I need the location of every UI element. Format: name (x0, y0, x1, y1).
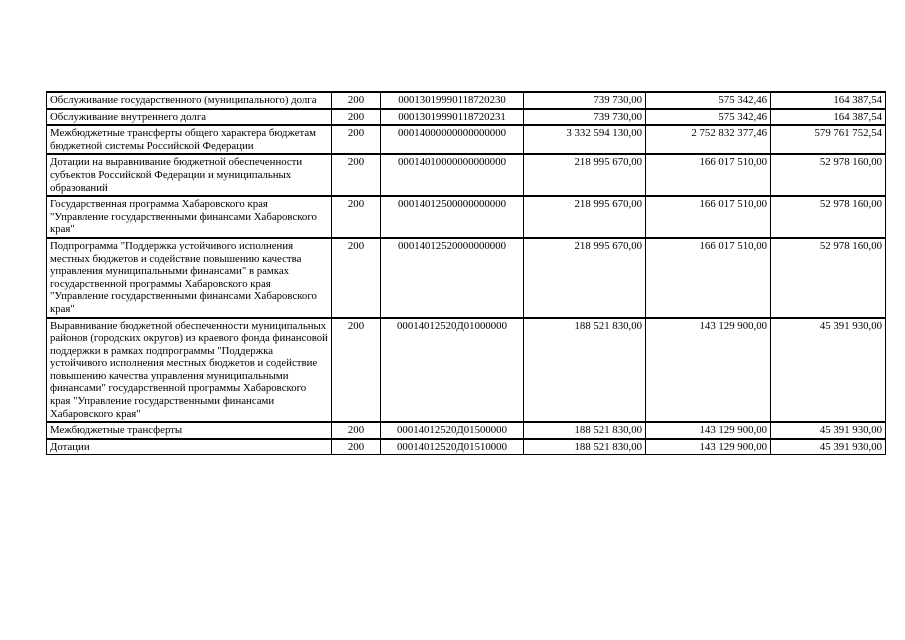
row-classification-code-cell: 00013019990118720231 (381, 109, 524, 126)
row-name-cell: Дотации на выравнивание бюджетной обеспеченности субъектов Российской Федерации и муниципальных образований (47, 154, 332, 196)
row-name-cell: Выравнивание бюджетной обеспеченности муниципальных районов (городских округов) из краевого фонда финансовой поддержки в рамках подпрограммы "Поддержка устойчивого исполнения местных бюджетов и содействие повышению качества управления муниципальными финансами" государственной программы Хабаровского края "Управление государственными финансами Хабаровского края" (47, 318, 332, 423)
row-executed-amount-cell: 575 342,46 (646, 109, 771, 126)
row-name-cell: Межбюджетные трансферты (47, 422, 332, 439)
row-classification-code-cell: 00014000000000000000 (381, 125, 524, 154)
row-unexecuted-amount-cell: 52 978 160,00 (771, 196, 886, 238)
row-approved-amount-cell: 218 995 670,00 (524, 238, 646, 318)
row-unexecuted-amount-cell: 52 978 160,00 (771, 154, 886, 196)
row-unexecuted-amount-cell: 45 391 930,00 (771, 439, 886, 455)
row-executed-amount-cell: 166 017 510,00 (646, 154, 771, 196)
row-approved-amount-cell: 188 521 830,00 (524, 439, 646, 455)
row-approved-amount-cell: 739 730,00 (524, 92, 646, 109)
row-unexecuted-amount-cell: 164 387,54 (771, 109, 886, 126)
table-row (47, 439, 886, 455)
row-approved-amount-cell: 739 730,00 (524, 109, 646, 126)
row-classification-code-cell: 00014012520Д01000000 (381, 318, 524, 423)
row-code-cell: 200 (332, 439, 381, 455)
row-executed-amount-cell: 2 752 832 377,46 (646, 125, 771, 154)
row-name-cell: Дотации (47, 439, 332, 455)
row-unexecuted-amount-cell: 45 391 930,00 (771, 318, 886, 423)
row-code-cell: 200 (332, 238, 381, 318)
row-code-cell: 200 (332, 422, 381, 439)
row-executed-amount-cell: 166 017 510,00 (646, 238, 771, 318)
row-name-cell: Государственная программа Хабаровского края "Управление государственными финансами Хабаровского края" (47, 196, 332, 238)
table-row (47, 238, 886, 318)
table-body (47, 92, 886, 455)
row-name-cell: Обслуживание внутреннего долга (47, 109, 332, 126)
table-row (47, 318, 886, 423)
table-row (47, 109, 886, 126)
row-code-cell: 200 (332, 318, 381, 423)
row-classification-code-cell: 00013019990118720230 (381, 92, 524, 109)
row-classification-code-cell: 00014010000000000000 (381, 154, 524, 196)
row-executed-amount-cell: 166 017 510,00 (646, 196, 771, 238)
table-row (47, 154, 886, 196)
row-classification-code-cell: 00014012520Д01510000 (381, 439, 524, 455)
row-name-cell: Обслуживание государственного (муниципального) долга (47, 92, 332, 109)
table-row (47, 196, 886, 238)
row-name-cell: Межбюджетные трансферты общего характера бюджетам бюджетной системы Российской Федерации (47, 125, 332, 154)
row-unexecuted-amount-cell: 45 391 930,00 (771, 422, 886, 439)
row-code-cell: 200 (332, 125, 381, 154)
row-classification-code-cell: 00014012520Д01500000 (381, 422, 524, 439)
table-row (47, 92, 886, 109)
row-unexecuted-amount-cell: 164 387,54 (771, 92, 886, 109)
row-approved-amount-cell: 188 521 830,00 (524, 422, 646, 439)
row-classification-code-cell: 00014012500000000000 (381, 196, 524, 238)
row-approved-amount-cell: 3 332 594 130,00 (524, 125, 646, 154)
row-code-cell: 200 (332, 196, 381, 238)
row-executed-amount-cell: 143 129 900,00 (646, 318, 771, 423)
row-unexecuted-amount-cell: 579 761 752,54 (771, 125, 886, 154)
row-approved-amount-cell: 218 995 670,00 (524, 154, 646, 196)
row-code-cell: 200 (332, 109, 381, 126)
table-row (47, 422, 886, 439)
row-approved-amount-cell: 218 995 670,00 (524, 196, 646, 238)
table-row (47, 125, 886, 154)
row-executed-amount-cell: 143 129 900,00 (646, 439, 771, 455)
row-name-cell: Подпрограмма "Поддержка устойчивого исполнения местных бюджетов и содействие повышению качества управления муниципальными финансами" в рамках государственной программы Хабаровского края "Управление государственными финансами Хабаровского края" (47, 238, 332, 318)
row-executed-amount-cell: 575 342,46 (646, 92, 771, 109)
row-approved-amount-cell: 188 521 830,00 (524, 318, 646, 423)
row-executed-amount-cell: 143 129 900,00 (646, 422, 771, 439)
row-classification-code-cell: 00014012520000000000 (381, 238, 524, 318)
row-code-cell: 200 (332, 92, 381, 109)
row-code-cell: 200 (332, 154, 381, 196)
row-unexecuted-amount-cell: 52 978 160,00 (771, 238, 886, 318)
budget-execution-table (46, 91, 886, 455)
